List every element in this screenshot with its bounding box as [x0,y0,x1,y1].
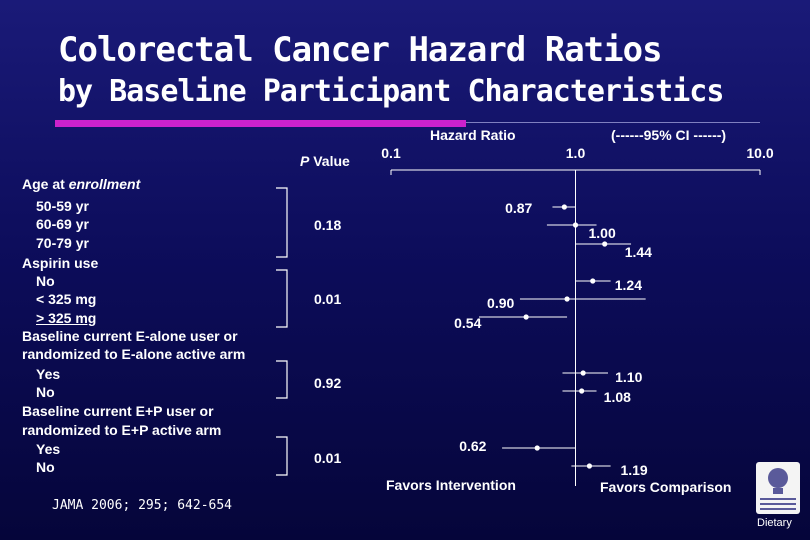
hr-point [579,388,584,393]
group-bracket [276,188,287,257]
group-bracket [276,270,287,327]
hr-point [590,278,595,283]
row-label: < 325 mg [36,291,97,307]
hr-label: 0.54 [454,315,482,331]
hr-point [587,463,592,468]
hr-point [562,204,567,209]
row-label: No [36,273,55,289]
row-label: 60-69 yr [36,216,89,232]
p-value: 0.92 [314,375,342,391]
row-label: 50-59 yr [36,198,89,214]
group-label-ep-1: Baseline current E+P user or [22,403,214,419]
hr-point [602,241,607,246]
hr-label: 1.08 [603,389,631,405]
row-label: No [36,384,55,400]
p-value-header: P Value [300,153,350,169]
hr-label: 1.19 [620,462,648,478]
title-line-1: Colorectal Cancer Hazard Ratios [58,30,662,70]
x-tick-label: 10.0 [746,145,774,161]
row-label: 70-79 yr [36,235,89,251]
x-tick-label: 0.1 [381,145,401,161]
row-label: > 325 mg [36,310,97,326]
citation: JAMA 2006; 295; 642-654 [52,498,233,513]
title-line-2: by Baseline Participant Characteristics [58,74,724,109]
hr-label: 1.44 [624,244,652,260]
hazard-ratio-header: Hazard Ratio [430,127,516,143]
group-label-aspirin: Aspirin use [22,255,99,271]
x-tick-label: 1.0 [565,145,586,161]
hr-label: 0.62 [459,438,487,454]
hr-label: 1.00 [588,225,616,241]
hr-label: 0.87 [505,200,533,216]
hr-point [535,445,540,450]
group-bracket [276,361,287,398]
group-label-ealone-2: randomized to E-alone active arm [22,346,246,362]
hr-label: 1.24 [614,277,642,293]
x-label-favors-intervention: Favors Intervention [386,477,516,493]
p-value: 0.18 [314,217,342,233]
p-value: 0.01 [314,291,342,307]
group-label-age: Age at enrollment [22,176,141,192]
hr-point [564,296,569,301]
row-label: Yes [36,441,61,457]
hr-label: 0.90 [487,295,515,311]
row-label: No [36,459,55,475]
hr-label: 1.10 [615,369,643,385]
group-label-ealone-1: Baseline current E-alone user or [22,328,238,344]
hr-point [581,370,586,375]
hr-point [573,222,578,227]
p-value: 0.01 [314,450,342,466]
row-label: Yes [36,366,61,382]
ci-header: (------95% CI ------) [611,127,727,143]
group-label-ep-2: randomized to E+P active arm [22,422,222,438]
hr-point [524,314,529,319]
group-bracket [276,437,287,475]
x-label-favors-comparison: Favors Comparison [600,479,732,495]
footer-tag: Dietary [757,517,792,529]
